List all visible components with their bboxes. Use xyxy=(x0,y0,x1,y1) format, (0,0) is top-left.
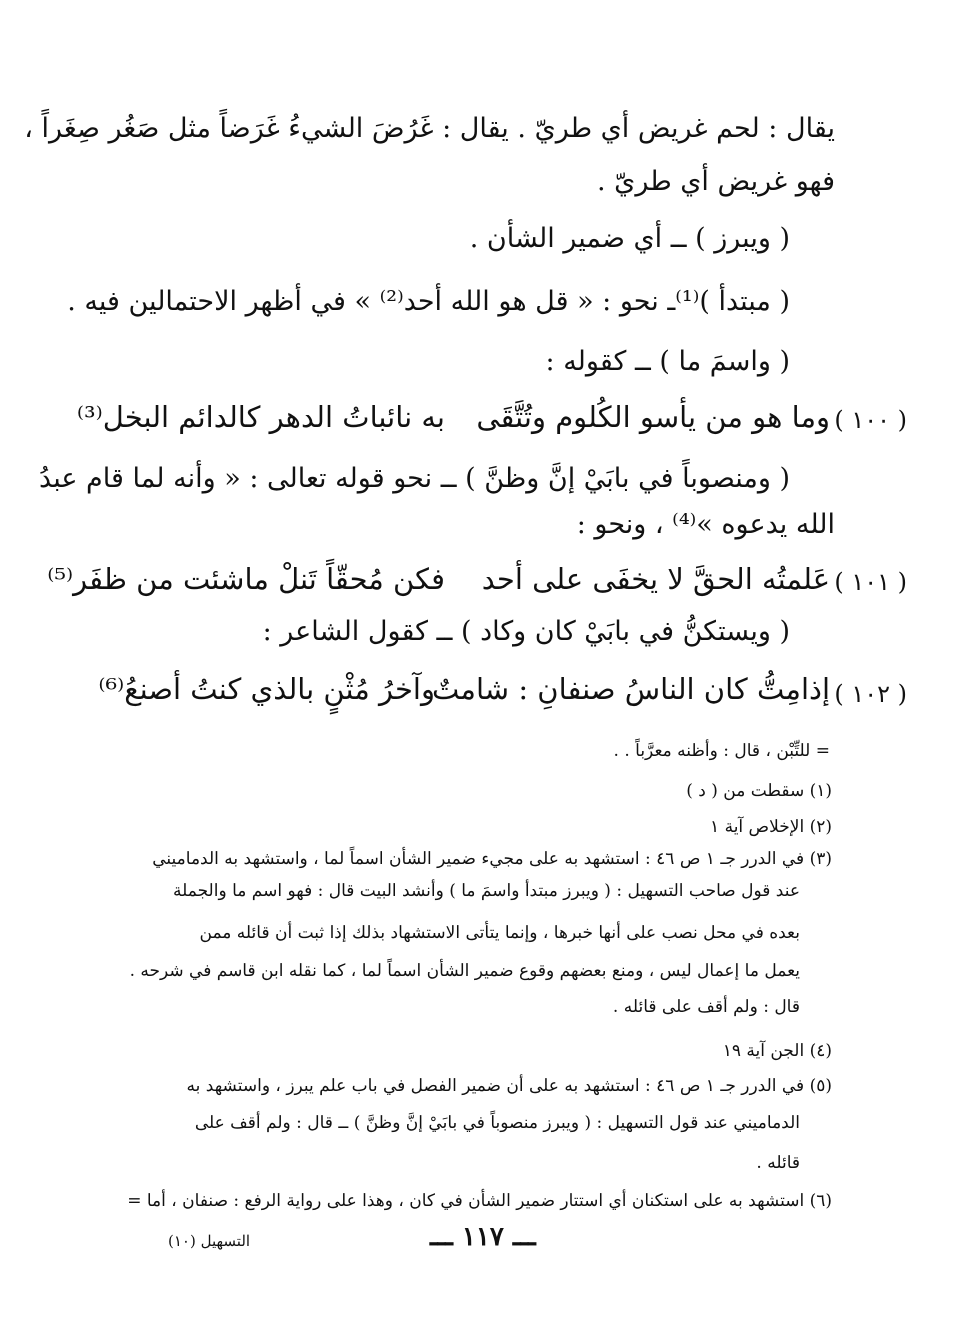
footnote-3-line-2: عند قول صاحب التسهيل : ( ويبرز مبتدأ واسمَ ما ) وأنشد البيت قال : فهو اسم ما والجملة xyxy=(173,881,800,901)
footnote-3-line-1: (٣) في الدرر جـ ١ ص ٤٦ : استشهد به على مجيء ضمير الشأن اسماً لما ، واستشهد به الدماميني xyxy=(152,849,832,869)
footnote-3-line-3: بعده في محل نصب على أنها خبرها ، وإنما يتأتى الاستشهاد بذلك إذا ثبت أن قائله ممن xyxy=(199,923,800,943)
body-line-4: ( مبتدأ )⁽¹⁾ـ نحو : « قل هو الله أحد⁽²⁾ » في أظهر الاحتمالين فيه . xyxy=(67,286,790,317)
verse-second-hemistich: وآخرُ مُثْنٍ بالذي كنتُ أصنعُ⁽⁶⁾ xyxy=(98,672,435,706)
footnote-1: (١) سقطت من ( د ) xyxy=(686,781,832,801)
footnote-continuation: = للتِّبْن ، قال : وأظنه معرَّباً . . xyxy=(613,741,830,761)
verse-second-hemistich: فكن مُحقّاً تَنلْ ماشئت من ظفَر⁽⁵⁾ xyxy=(47,562,445,596)
footnote-5-line-1: (٥) في الدرر جـ ١ ص ٤٦ : استشهد به على أن ضمير الفصل في باب علم يبرز ، واستشهد به xyxy=(186,1076,832,1096)
body-line-5: ( واسمَ ما ) ــ كقوله : xyxy=(545,346,790,377)
footnote-4: (٤) الجن آية ١٩ xyxy=(722,1041,832,1061)
verse-number: ( ١٠١ ) xyxy=(834,568,907,596)
footnote-6: (٦) استشهد به على استكنان أي استتار ضمير الشأن في كان ، وهذا على رواية الرفع : صنفان ، أما = xyxy=(127,1191,832,1211)
verse-first-hemistich: وما هو من يأسو الكُلوم وتُتَّقَى xyxy=(476,400,830,434)
footnote-2: (٢) الإخلاص آية ١ xyxy=(710,817,832,837)
body-line-6: ( ومنصوباً في بابَيْ إنَّ وظنَّ ) ــ نحو قوله تعالى : « وأنه لما قام عبدُ xyxy=(39,463,790,494)
footnote-5-line-3: قائله . xyxy=(756,1153,800,1173)
body-line-3: ( ويبرز ) ــ أي ضمير الشأن . xyxy=(469,223,790,254)
footnote-3-line-4: يعمل ما إعمال ليس ، ومنع بعضهم وقوع ضمير الشأن اسماً لما ، كما نقله ابن قاسم في شرحه . xyxy=(129,961,800,981)
body-line-1: يقال : لحم غريض أي طريّ . يقال : غَرُضَ الشيءُ غَرَضاً مثل صَغُر صِغَراً ، xyxy=(24,113,835,144)
footnote-5-line-2: الدماميني عند قول التسهيل : ( ويبرز منصوباً في بابَيْ إنَّ وظنَّ ) ــ قال : ولم أقف على xyxy=(194,1113,800,1133)
signature-mark: التسهيل (١٠) xyxy=(168,1232,251,1250)
verse-number: ( ١٠٠ ) xyxy=(834,406,907,434)
body-line-7: الله يدعوه »⁽⁴⁾ ، ونحو : xyxy=(576,509,835,540)
verse-second-hemistich: به نائباتُ الدهر كالدائم البخل⁽³⁾ xyxy=(76,400,445,434)
body-line-2: فهو غريض أي طريّ . xyxy=(597,166,835,197)
body-line-8: ( ويستكنُّ في بابَيْ كان وكاد ) ــ كقول الشاعر : xyxy=(262,616,790,647)
verse-first-hemistich: إذامِتُّ كان الناسُ صنفانِ : شامتٌ xyxy=(431,672,830,706)
verse-first-hemistich: عَلمتُه الحقَّ لا يخفَى على أحد xyxy=(481,562,830,596)
verse-number: ( ١٠٢ ) xyxy=(834,680,907,708)
footnote-3-line-5: قال : ولم أقف على قائله . xyxy=(612,997,800,1017)
page-number: ـــ ١١٧ ـــ xyxy=(430,1222,536,1252)
